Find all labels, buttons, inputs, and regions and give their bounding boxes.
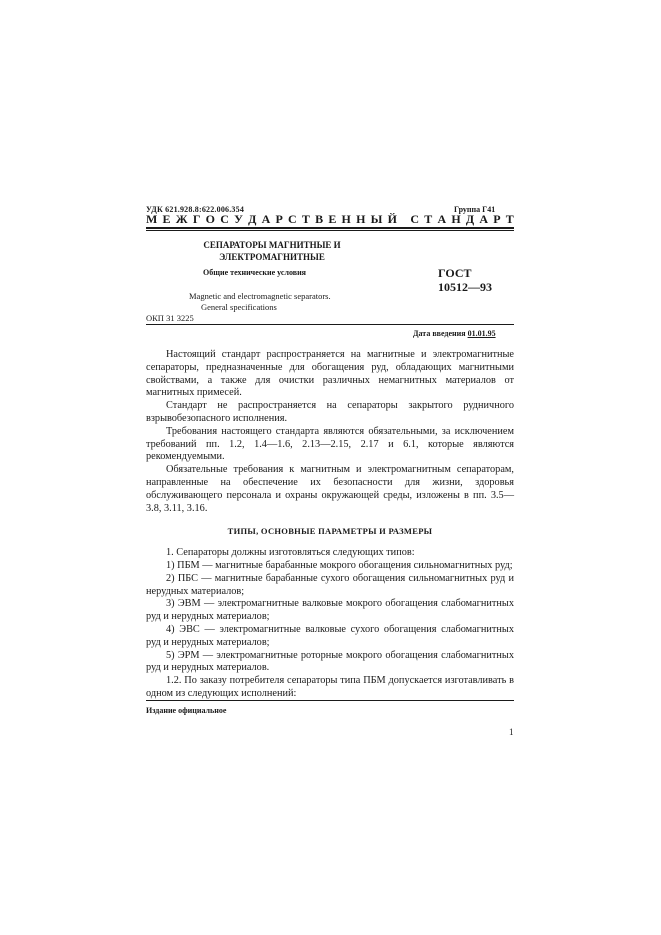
- group-code: Группа Г41: [454, 205, 496, 214]
- interstate-letter: А: [479, 212, 489, 226]
- section-title: ТИПЫ, ОСНОВНЫЕ ПАРАМЕТРЫ И РАЗМЕРЫ: [227, 526, 433, 537]
- type-item-number: 5): [166, 649, 175, 661]
- interstate-letter: Т: [505, 212, 514, 226]
- interstate-letter: Н: [341, 212, 351, 226]
- interstate-letter: Й: [387, 212, 397, 226]
- type-item-number: 1): [166, 559, 175, 571]
- type-item-number: 2): [166, 572, 175, 584]
- header-rule-thin: [146, 230, 514, 231]
- document-title: [192, 239, 352, 263]
- title-line-2: ЭЛЕКТРОМАГНИТНЫЕ: [219, 252, 325, 262]
- gost-number: 10512—93: [438, 280, 492, 294]
- okp-code: ОКП 31 3225: [146, 313, 194, 323]
- english-title: [189, 291, 389, 313]
- interstate-letter: У: [234, 212, 243, 226]
- type-item-number: 4): [166, 623, 175, 635]
- type-item-number: 3): [166, 598, 175, 610]
- type-item-text: ЭРМ — электромагнитные роторные мокрого обогащения слабомагнитных руд и нерудных материалов.: [146, 649, 514, 674]
- english-title-line-2: General specifications: [201, 302, 277, 312]
- clause-1-1: 1. Сепараторы должны изготовляться следующих типов:: [166, 547, 415, 559]
- interstate-letter: Е: [162, 212, 171, 226]
- gost-label: ГОСТ: [438, 266, 472, 280]
- intro-date-label: Дата введения: [413, 329, 466, 338]
- interstate-letter: М: [146, 212, 158, 226]
- interstate-letter: Т: [301, 212, 310, 226]
- interstate-letter: С: [220, 212, 229, 226]
- type-item-text: ЭВС — электромагнитные валковые сухого обогащения слабомагнитных руд и нерудных материалов;: [146, 623, 514, 648]
- paragraph-mandatory: Обязательные требования к магнитным и электромагнитным сепараторам, направленные на обеспечение их безопасности для жизни, здоровья обслуживающего персонала и охраны окружающей среды, изложены в пп. 3.5—3.8, 3.11, 3.16.: [146, 464, 514, 514]
- paragraph-requirements: Требования настоящего стандарта являются обязательными, за исключением требований пп. 1.2, 1.4—1.6, 2.13—2.15, 2.17 и 6.1, которые являются рекомендуемыми.: [146, 425, 514, 463]
- interstate-letter: Е: [328, 212, 337, 226]
- paragraph-scope: Настоящий стандарт распространяется на магнитные и электромагнитные сепараторы, предназначенные для обогащения руд, обладающих магнитными свойствами, а также для очистки различных немагнитных материалов от магнитных примесей.: [146, 349, 514, 399]
- interstate-letter: Т: [424, 212, 433, 226]
- english-title-line-1: Magnetic and electromagnetic separators.: [189, 291, 331, 301]
- interstate-letter: С: [410, 212, 420, 226]
- type-item: [146, 560, 514, 573]
- title-rule: [146, 324, 514, 325]
- general-conditions: Общие технические условия: [203, 268, 307, 277]
- interstate-letter: Р: [275, 212, 283, 226]
- type-item-text: ПБС — магнитные барабанные сухого обогащения сильномагнитных руд и нерудных материалов;: [146, 572, 514, 597]
- interstate-letter: О: [205, 212, 216, 226]
- introduction-date: [413, 329, 496, 338]
- interstate-letter: А: [437, 212, 447, 226]
- interstate-letter: [402, 212, 405, 227]
- types-list: [146, 560, 514, 675]
- type-item: [146, 573, 514, 599]
- interstate-letter: Н: [356, 212, 366, 226]
- interstate-letter: В: [315, 212, 324, 226]
- interstate-letter: Д: [248, 212, 257, 226]
- udk-code: УДК 621.928.8:622.006.354: [146, 205, 245, 214]
- gost-designation: [438, 266, 492, 294]
- type-item-text: ЭВМ — электромагнитные валковые мокрого обогащения слабомагнитных руд и нерудных материалов;: [146, 598, 514, 623]
- clause-1-2: 1.2. По заказу потребителя сепараторы типа ПБМ допускается изготавливать в одном из следующих исполнений:: [146, 675, 514, 699]
- interstate-letter: Г: [192, 212, 201, 226]
- paragraph-exclusion: Стандарт не распространяется на сепараторы закрытого рудничного взрывобезопасного исполнения.: [146, 400, 514, 424]
- title-line-1: СЕПАРАТОРЫ МАГНИТНЫЕ И: [203, 240, 341, 250]
- interstate-letter: Ы: [370, 212, 383, 226]
- edition-note: Издание официальное: [146, 706, 227, 715]
- document-body: [146, 349, 514, 701]
- type-item: [146, 598, 514, 624]
- header-rule-thick: [146, 227, 514, 229]
- interstate-letter: Д: [465, 212, 475, 226]
- intro-date-value: 01.01.95: [467, 329, 496, 338]
- type-item: [146, 650, 514, 676]
- interstate-letter: Н: [451, 212, 461, 226]
- interstate-letter: А: [261, 212, 271, 226]
- interstate-standard-heading: [146, 212, 514, 227]
- interstate-letter: Р: [493, 212, 501, 226]
- footer-rule: [146, 700, 514, 701]
- interstate-letter: С: [288, 212, 297, 226]
- page-number: 1: [509, 727, 514, 737]
- interstate-letter: Ж: [175, 212, 188, 226]
- type-item: [146, 624, 514, 650]
- type-item-text: ПБМ — магнитные барабанные мокрого обогащения сильномагнитных руд;: [177, 559, 513, 571]
